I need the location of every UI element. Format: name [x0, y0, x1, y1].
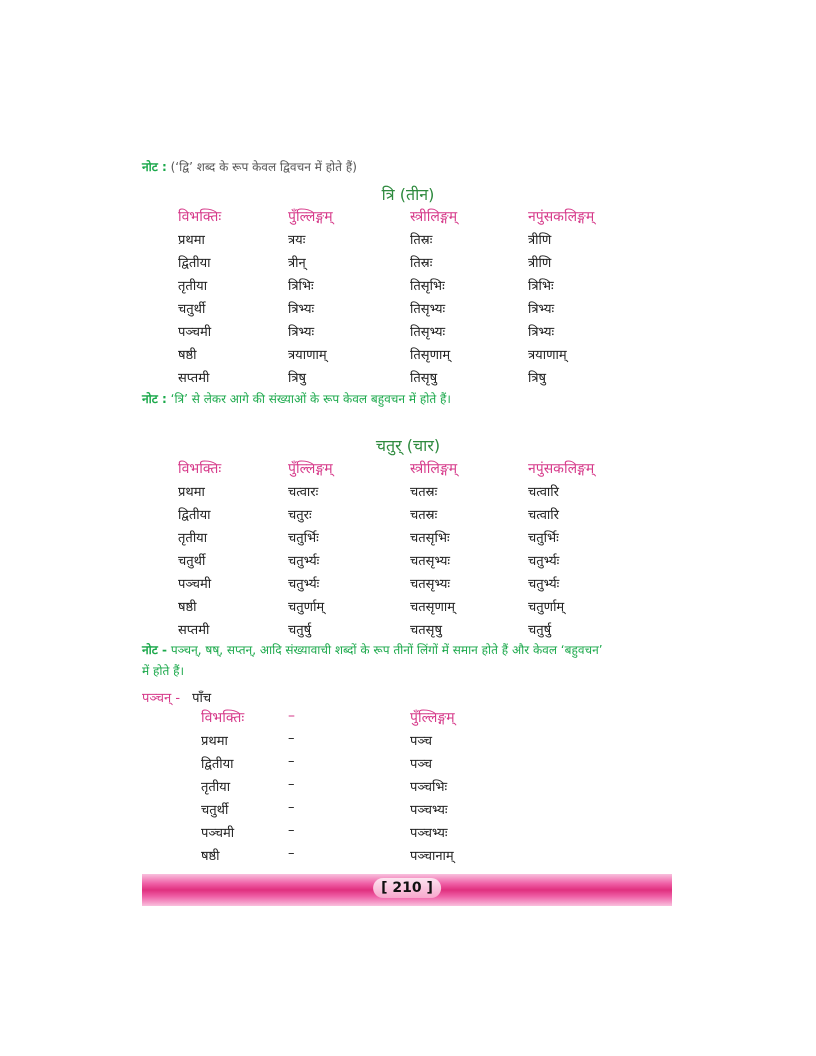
- note-3-line2: में होते हैं।: [142, 664, 185, 678]
- table-row: [0, 322, 816, 344]
- table-row: [0, 620, 816, 642]
- table-cell: तिसृणाम्: [410, 348, 451, 363]
- table-cell: चतुर्णाम्: [528, 600, 565, 615]
- column-header: –: [288, 708, 295, 724]
- table-cell: त्रयः: [288, 233, 306, 248]
- pancha-meaning: पाँच: [192, 691, 212, 706]
- table-cell: प्रथमा: [201, 734, 228, 749]
- table-cell: चतस्रः: [410, 485, 438, 500]
- table-cell: षष्ठी: [178, 348, 197, 363]
- table-cell: तिस्रः: [410, 256, 433, 271]
- table-row: [0, 482, 816, 504]
- table-cell: त्रीणि: [528, 256, 552, 271]
- table-cell: चतसृषु: [410, 623, 442, 638]
- table-cell: चतुर्भिः: [288, 531, 319, 546]
- table-cell: तिसृषु: [410, 371, 438, 386]
- table-cell: त्रिभिः: [528, 279, 554, 294]
- table-cell: तृतीया: [201, 780, 231, 795]
- table-row: [0, 528, 816, 550]
- table-title-tri: त्रि (तीन): [381, 185, 435, 204]
- table-row: [0, 800, 816, 822]
- table-cell: –: [288, 846, 295, 861]
- table-cell: त्रिषु: [288, 371, 307, 386]
- note-text: (‘द्वि’ शब्द के रूप केवल द्विवचन में होते हैं): [170, 160, 357, 174]
- table-row: [0, 731, 816, 753]
- table-cell: त्रिभिः: [288, 279, 314, 294]
- table-row: [0, 345, 816, 367]
- table-row: [0, 777, 816, 799]
- table-row: [0, 574, 816, 596]
- table-header-row: [0, 207, 816, 229]
- table-row: [0, 368, 816, 390]
- table-cell: द्वितीया: [201, 757, 234, 772]
- table-cell: सप्तमी: [178, 371, 210, 386]
- table-cell: पञ्चानाम्: [410, 849, 454, 864]
- note-3: [142, 640, 674, 660]
- table-row: [0, 551, 816, 573]
- table-cell: सप्तमी: [178, 623, 210, 638]
- table-cell: चतुर्भ्यः: [528, 554, 560, 569]
- table-cell: चतसृभिः: [410, 531, 450, 546]
- table-cell: चतुर्भिः: [528, 531, 559, 546]
- table-title-chatur: चतुर् (चार): [375, 436, 441, 455]
- column-header: स्त्रीलिङ्गम्: [410, 209, 458, 225]
- table-row: [0, 299, 816, 321]
- table-cell: प्रथमा: [178, 485, 205, 500]
- table-cell: त्रयाणाम्: [528, 348, 567, 363]
- table-cell: पञ्चमी: [201, 826, 235, 841]
- table-cell: चतस्रः: [410, 508, 438, 523]
- note-label: नोट :: [142, 392, 167, 406]
- table-cell: चतसृभ्यः: [410, 577, 451, 592]
- table-cell: पञ्चभ्यः: [410, 826, 448, 841]
- table-cell: चत्वारः: [288, 485, 319, 500]
- column-header: विभक्तिः: [178, 461, 222, 477]
- column-header: विभक्तिः: [201, 710, 245, 726]
- note-label: नोट :: [142, 160, 167, 174]
- table-cell: त्रिभ्यः: [288, 325, 315, 340]
- table-cell: त्रीणि: [528, 233, 552, 248]
- table-cell: द्वितीया: [178, 256, 211, 271]
- table-cell: त्रयाणाम्: [288, 348, 327, 363]
- table-cell: चतुरः: [288, 508, 312, 523]
- table-cell: –: [288, 823, 295, 838]
- table-cell: पञ्चमी: [178, 325, 212, 340]
- table-cell: चतुर्थी: [178, 302, 206, 317]
- table-cell: –: [288, 800, 295, 815]
- column-header: स्त्रीलिङ्गम्: [410, 461, 458, 477]
- table-cell: पञ्च: [410, 734, 432, 749]
- table-cell: त्रिभ्यः: [288, 302, 315, 317]
- column-header: नपुंसकलिङ्गम्: [528, 209, 595, 225]
- table-cell: तिसृभ्यः: [410, 325, 446, 340]
- table-cell: षष्ठी: [178, 600, 197, 615]
- pancha-term: पञ्चन् -: [142, 691, 181, 706]
- column-header: पुँल्लिङ्गम्: [410, 710, 455, 726]
- table-row: [0, 253, 816, 275]
- table-cell: पञ्च: [410, 757, 432, 772]
- table-cell: प्रथमा: [178, 233, 205, 248]
- table-cell: द्वितीया: [178, 508, 211, 523]
- table-cell: चतुर्थी: [178, 554, 206, 569]
- table-row: [0, 230, 816, 252]
- table-cell: षष्ठी: [201, 849, 220, 864]
- table-cell: चतुर्षु: [288, 623, 312, 638]
- table-cell: चतुर्षु: [528, 623, 552, 638]
- note-text-line1: पञ्चन्, षष्, सप्तन्, आदि संख्यावाची शब्दों के रूप तीनों लिंगों में समान होते हैं और केवल ‘बहुवचन’: [170, 643, 603, 657]
- note-text: ‘त्रि’ से लेकर आगे की संख्याओं के रूप केवल बहुवचन में होते हैं।: [170, 392, 451, 406]
- note-2: [142, 390, 451, 407]
- table-cell: तिसृभ्यः: [410, 302, 446, 317]
- table-cell: चत्वारि: [528, 508, 559, 523]
- table-row: [0, 597, 816, 619]
- table-cell: –: [288, 777, 295, 792]
- table-cell: चतुर्णाम्: [288, 600, 325, 615]
- pancha-heading: [142, 688, 211, 706]
- table-row: [0, 505, 816, 527]
- table-cell: चत्वारि: [528, 485, 559, 500]
- table-header-row: [0, 708, 816, 730]
- table-cell: पञ्चभिः: [410, 780, 448, 795]
- table-cell: पञ्चमी: [178, 577, 212, 592]
- table-cell: चतसृणाम्: [410, 600, 455, 615]
- table-cell: –: [288, 754, 295, 769]
- table-row: [0, 754, 816, 776]
- table-row: [0, 846, 816, 868]
- table-cell: चतुर्भ्यः: [288, 577, 320, 592]
- table-cell: चतसृभ्यः: [410, 554, 451, 569]
- table-cell: त्रिभ्यः: [528, 325, 555, 340]
- table-row: [0, 276, 816, 298]
- page-number: [ 210 ]: [373, 878, 441, 898]
- footer-bar: [142, 874, 672, 906]
- table-cell: तृतीया: [178, 279, 208, 294]
- table-cell: तृतीया: [178, 531, 208, 546]
- table-cell: चतुर्भ्यः: [288, 554, 320, 569]
- table-cell: त्रिषु: [528, 371, 547, 386]
- column-header: नपुंसकलिङ्गम्: [528, 461, 595, 477]
- table-cell: तिसृभिः: [410, 279, 445, 294]
- table-header-row: [0, 459, 816, 481]
- table-row: [0, 823, 816, 845]
- table-cell: चतुर्थी: [201, 803, 229, 818]
- table-cell: त्रिभ्यः: [528, 302, 555, 317]
- column-header: पुँल्लिङ्गम्: [288, 461, 333, 477]
- table-cell: तिस्रः: [410, 233, 433, 248]
- column-header: पुँल्लिङ्गम्: [288, 209, 333, 225]
- note-1: [142, 158, 357, 175]
- table-cell: पञ्चभ्यः: [410, 803, 448, 818]
- table-cell: त्रीन्: [288, 256, 306, 271]
- column-header: विभक्तिः: [178, 209, 222, 225]
- note-label: नोट -: [142, 643, 167, 657]
- table-cell: –: [288, 731, 295, 746]
- table-cell: चतुर्भ्यः: [528, 577, 560, 592]
